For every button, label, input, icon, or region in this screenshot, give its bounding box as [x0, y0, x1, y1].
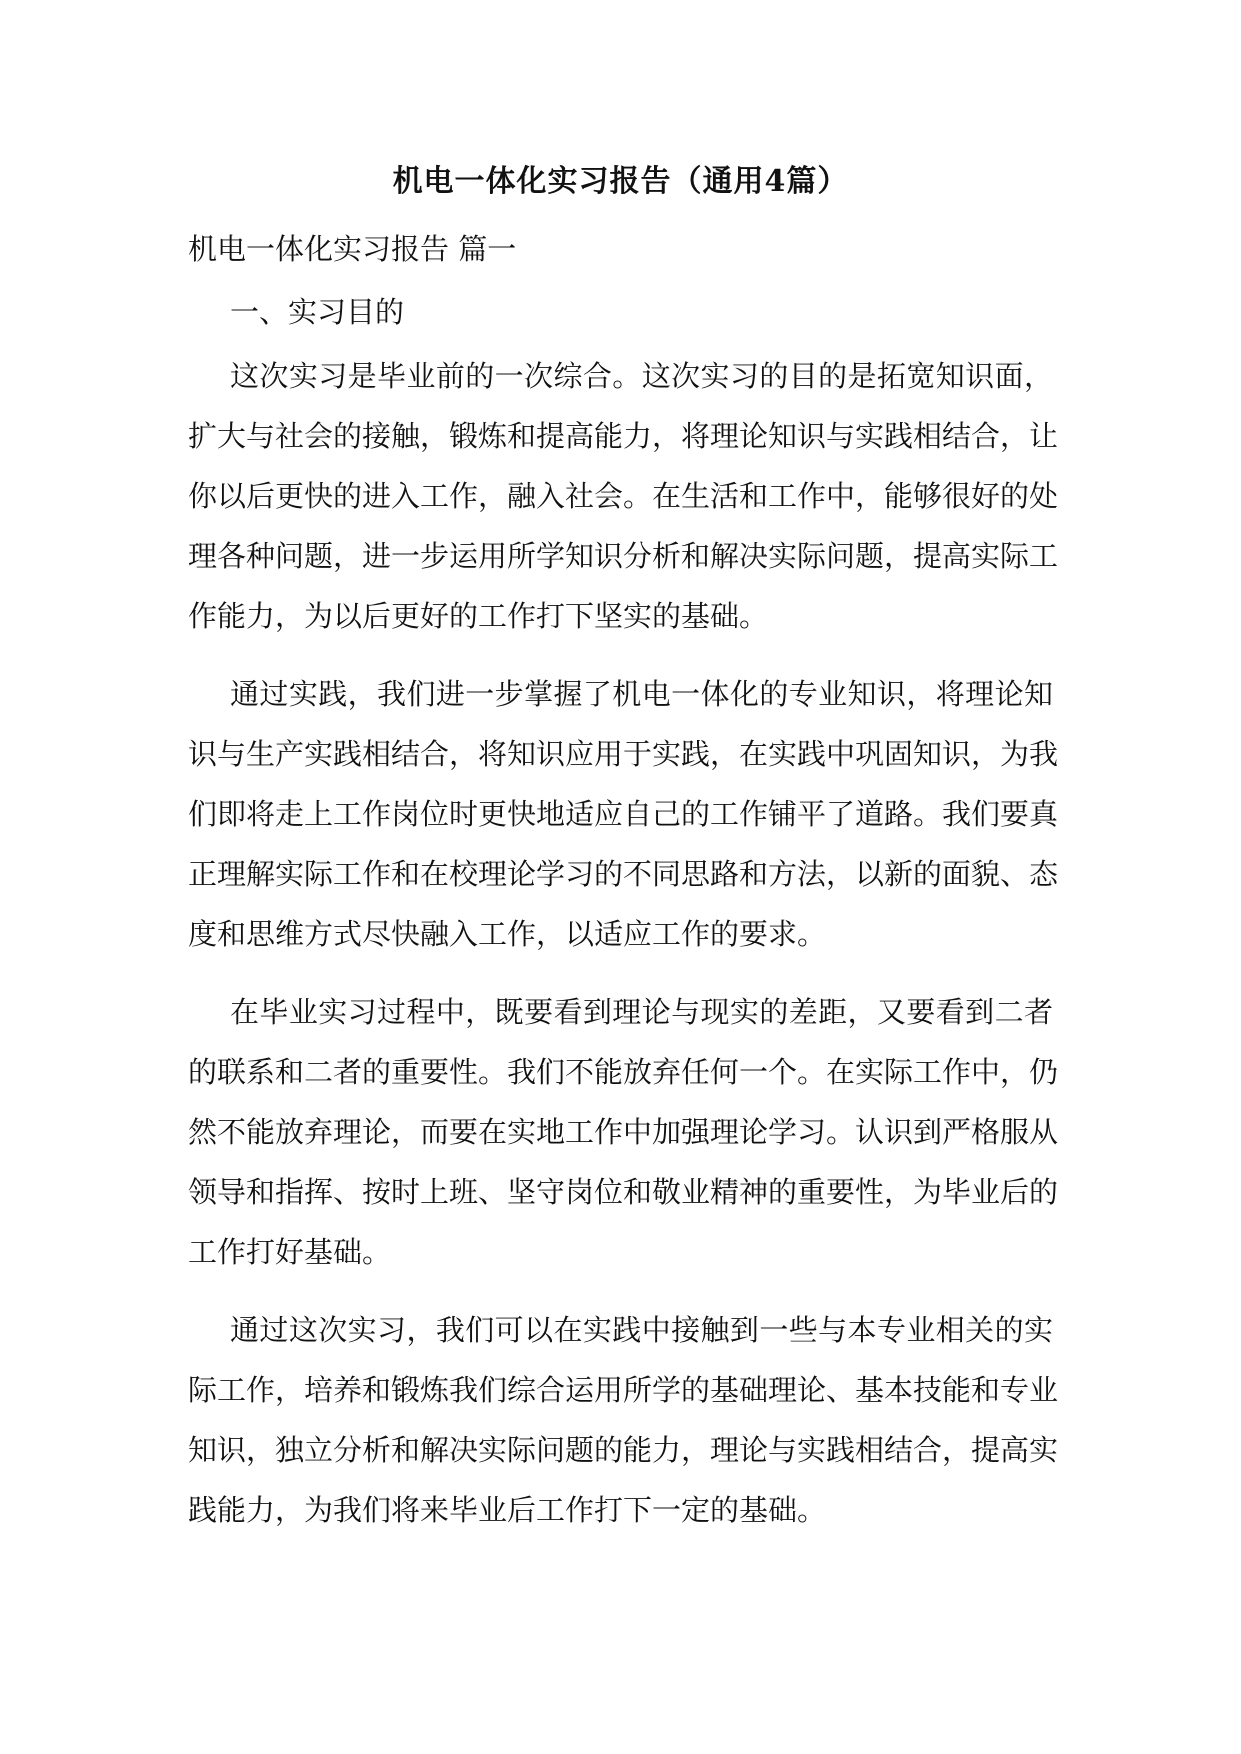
paragraph [188, 1300, 1059, 1540]
paragraph-line: 扩大与社会的接触，锻炼和提高能力，将理论知识与实践相结合，让 [188, 419, 1059, 453]
paragraph-line: 知识，独立分析和解决实际问题的能力，理论与实践相结合，提高实 [188, 1433, 1059, 1467]
paragraph-line: 你以后更快的进入工作，融入社会。在生活和工作中，能够很好的处 [188, 479, 1059, 513]
paragraph [188, 346, 1059, 646]
paragraph-line: 通过实践，我们进一步掌握了机电一体化的专业知识，将理论知 [230, 677, 1053, 711]
paragraph-line: 们即将走上工作岗位时更快地适应自己的工作铺平了道路。我们要真 [188, 797, 1059, 831]
paragraph-line: 度和思维方式尽快融入工作，以适应工作的要求。 [188, 917, 827, 951]
document-title: 机电一体化实习报告（通用4篇） [392, 164, 849, 199]
paragraph-line: 的联系和二者的重要性。我们不能放弃任何一个。在实际工作中，仍 [188, 1055, 1059, 1089]
paragraph-line: 正理解实际工作和在校理论学习的不同思路和方法，以新的面貌、态 [188, 857, 1059, 891]
paragraph-line: 识与生产实践相结合，将知识应用于实践，在实践中巩固知识，为我 [188, 737, 1059, 771]
paragraph-line: 理各种问题，进一步运用所学知识分析和解决实际问题，提高实际工 [188, 539, 1059, 573]
paragraph-line: 通过这次实习，我们可以在实践中接触到一些与本专业相关的实 [230, 1313, 1053, 1347]
section-heading: 机电一体化实习报告 篇一 [188, 232, 517, 266]
paragraph-line: 工作打好基础。 [188, 1235, 392, 1269]
paragraph-line: 践能力，为我们将来毕业后工作打下一定的基础。 [188, 1493, 827, 1527]
paragraph-line: 领导和指挥、按时上班、坚守岗位和敬业精神的重要性，为毕业后的 [188, 1175, 1059, 1209]
paragraph-line: 这次实习是毕业前的一次综合。这次实习的目的是拓宽知识面， [230, 359, 1053, 393]
paragraph-line: 在毕业实习过程中，既要看到理论与现实的差距，又要看到二者 [230, 995, 1053, 1029]
sub-heading: 一、实习目的 [230, 295, 405, 329]
paragraph [188, 982, 1059, 1282]
paragraph-line: 际工作，培养和锻炼我们综合运用所学的基础理论、基本技能和专业 [188, 1373, 1059, 1407]
paragraph-line: 作能力，为以后更好的工作打下坚实的基础。 [188, 599, 769, 633]
paragraph [188, 664, 1059, 964]
paragraph-line: 然不能放弃理论，而要在实地工作中加强理论学习。认识到严格服从 [188, 1115, 1059, 1149]
